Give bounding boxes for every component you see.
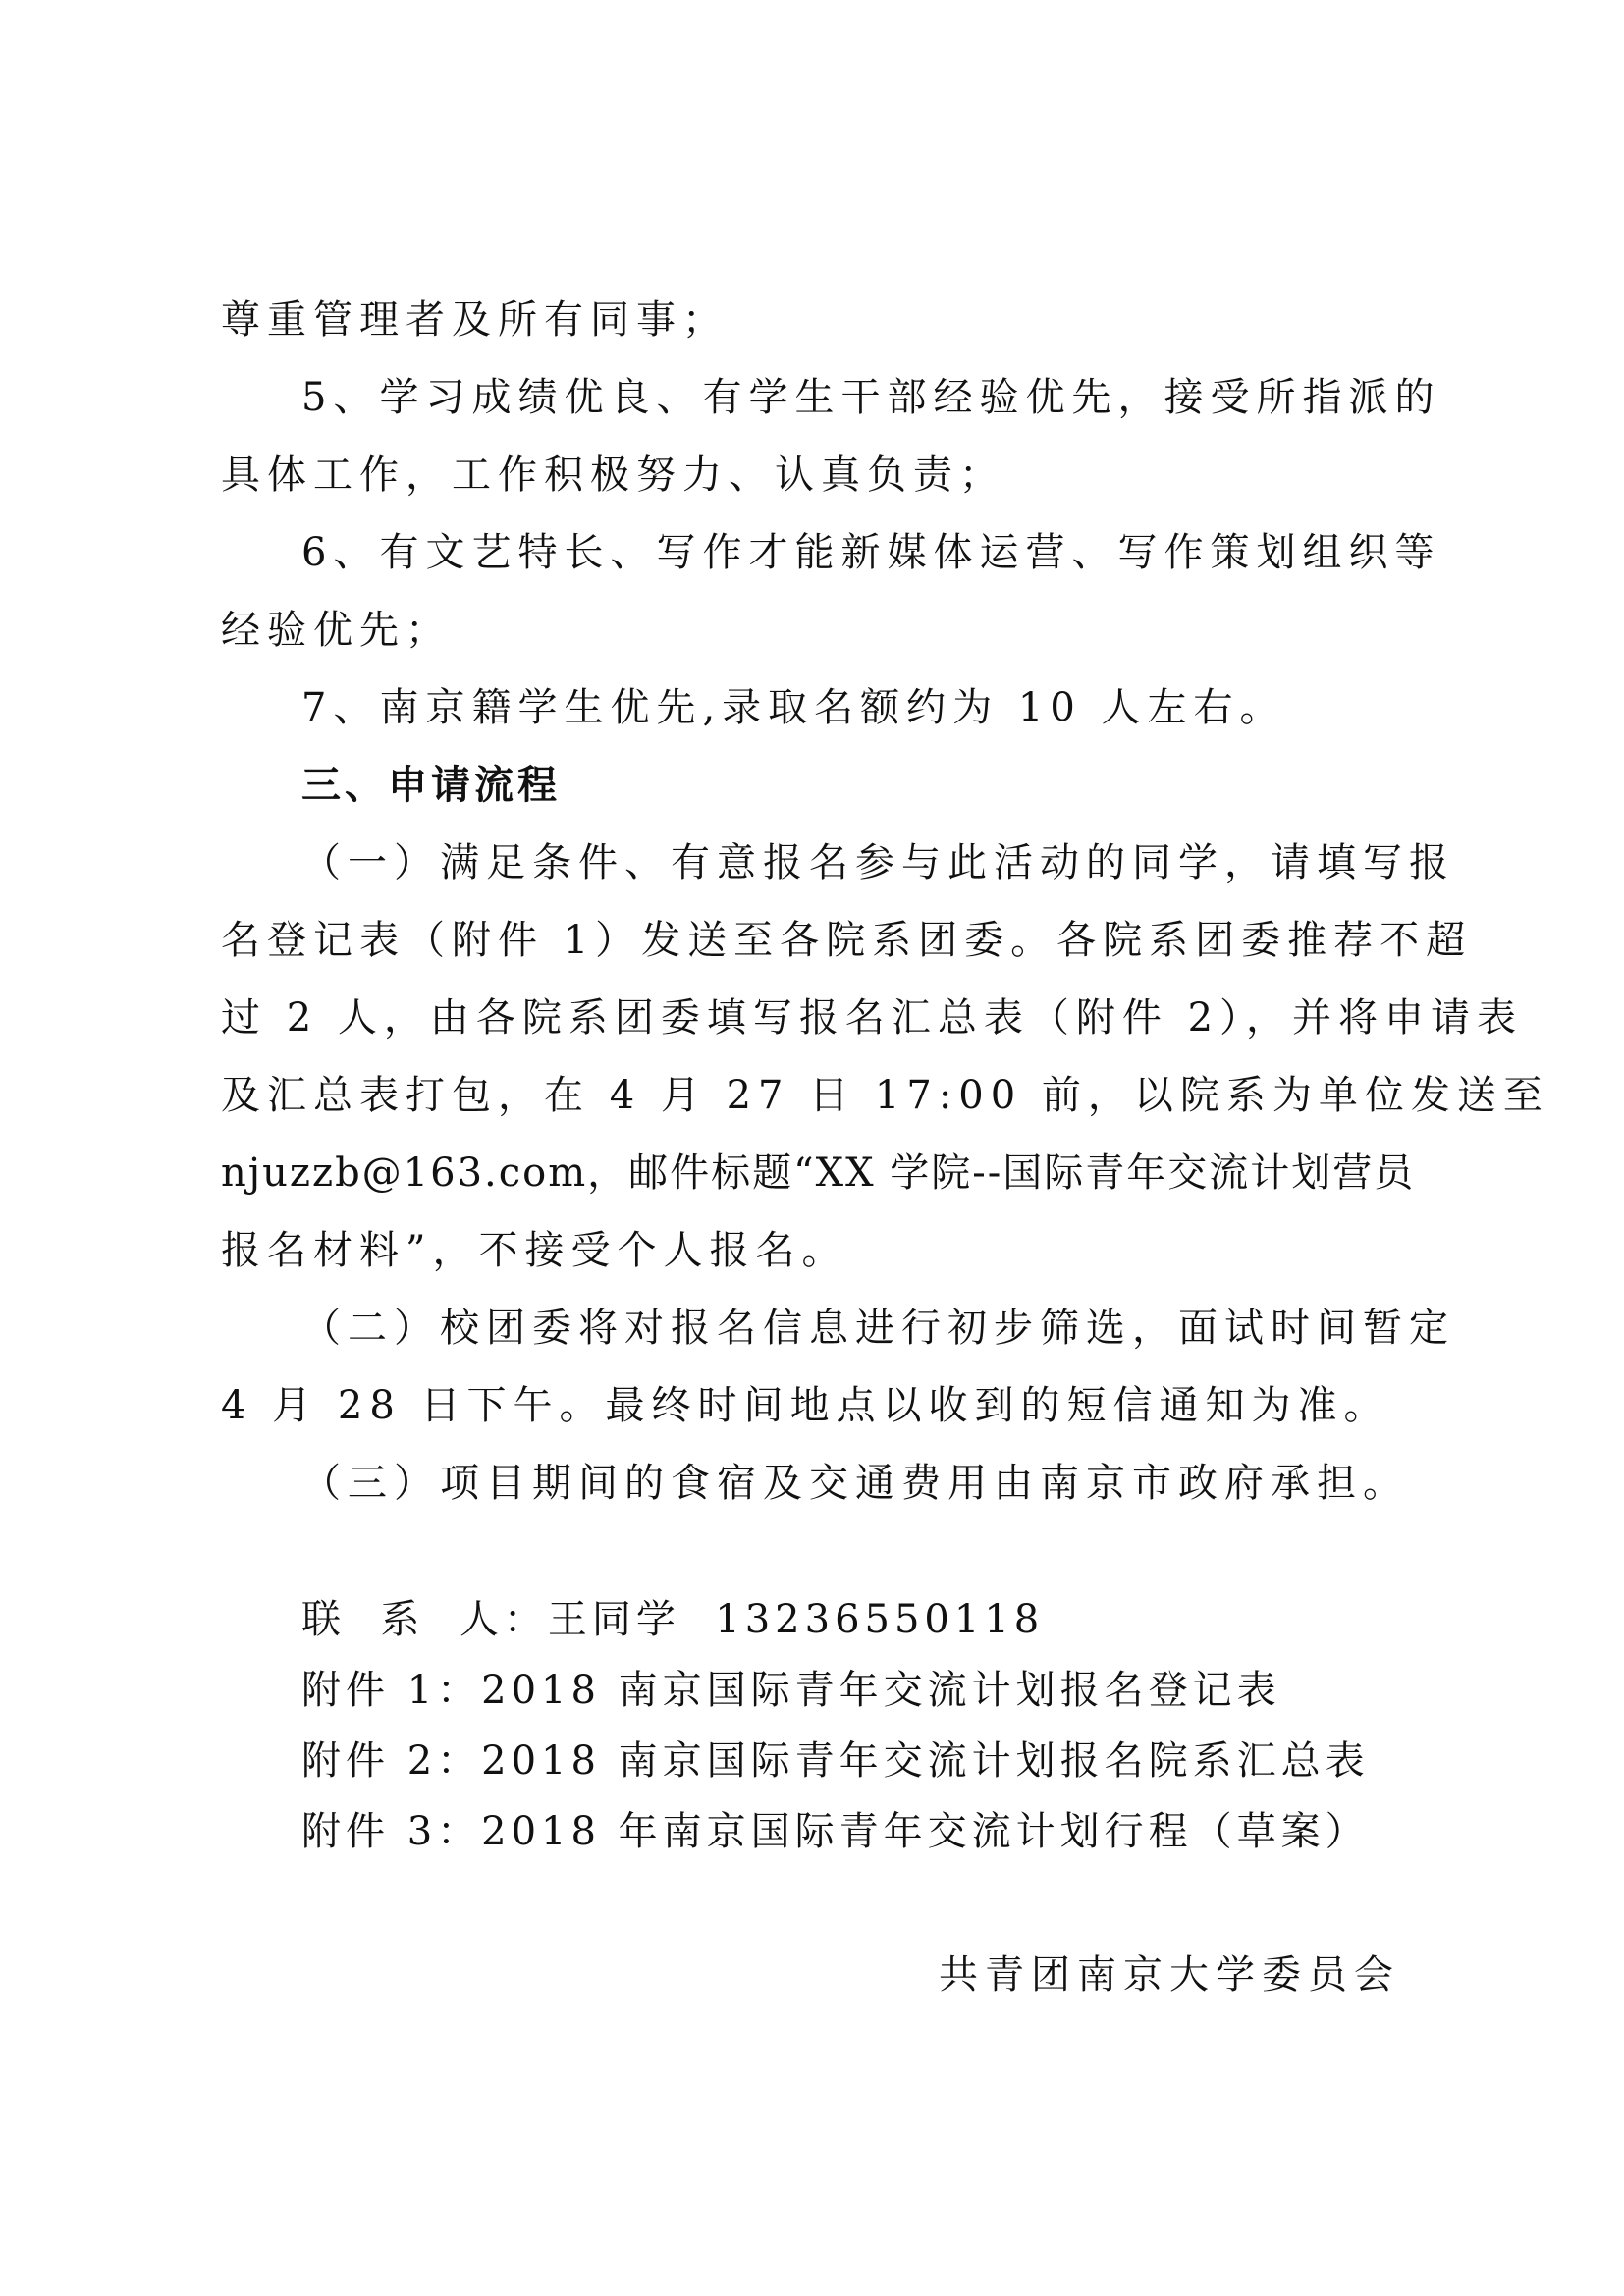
attachment-2: 附件 2：2018 南京国际青年交流计划报名院系汇总表 [301,1738,1370,1784]
body-line: 4 月 28 日下午。最终时间地点以收到的短信通知为准。 [221,1383,1390,1428]
procedure-item-1: （一）满足条件、有意报名参与此活动的同学，请填写报 [301,840,1455,885]
requirement-item-5: 5、学习成绩优良、有学生干部经验优先，接受所指派的 [301,375,1441,420]
body-line: 过 2 人，由各院系团委填写报名汇总表（附件 2），并将申请表 [221,995,1524,1041]
signature-organization: 共青团南京大学委员会 [939,1952,1400,1998]
procedure-item-2: （二）校团委将对报名信息进行初步筛选，面试时间暂定 [301,1306,1455,1351]
requirement-item-6: 6、有文艺特长、写作才能新媒体运营、写作策划组织等 [301,530,1441,575]
body-line: 经验优先； [221,608,452,653]
contact-line: 联 系 人：王同学 13236550118 [301,1597,1045,1642]
attachment-1: 附件 1：2018 南京国际青年交流计划报名登记表 [301,1668,1281,1713]
body-line: 名登记表（附件 1）发送至各院系团委。各院系团委推荐不超 [221,918,1473,963]
attachment-3: 附件 3：2018 年南京国际青年交流计划行程（草案） [301,1809,1370,1854]
body-line: 及汇总表打包，在 4 月 27 日 17:00 前，以院系为单位发送至 [221,1073,1549,1118]
email-line: njuzzb@163.com，邮件标题“XX 学院--国际青年交流计划营员 [221,1150,1416,1196]
procedure-item-3: （三）项目期间的食宿及交通费用由南京市政府承担。 [301,1461,1409,1506]
requirement-item-7: 7、南京籍学生优先,录取名额约为 10 人左右。 [301,685,1286,730]
body-line: 报名材料”，不接受个人报名。 [221,1228,848,1273]
section-heading: 三、申请流程 [301,763,561,808]
body-line: 尊重管理者及所有同事； [221,297,729,343]
body-line: 具体工作，工作积极努力、认真负责； [221,453,1005,498]
